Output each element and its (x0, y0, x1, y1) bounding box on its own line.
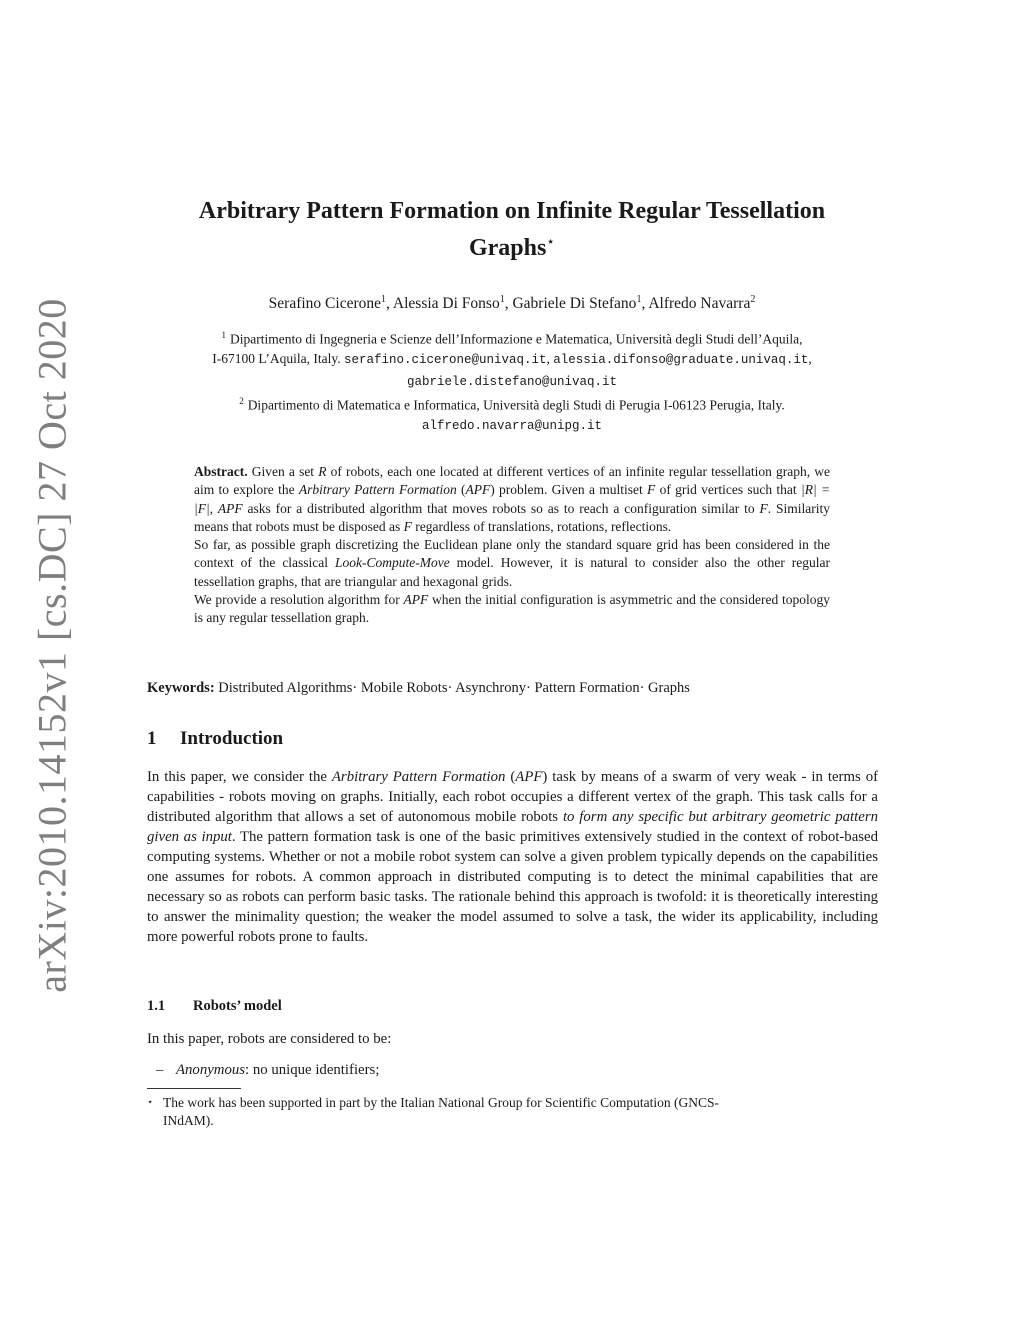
affiliations (140, 326, 884, 437)
section-heading-introduction: 1 Introduction (147, 728, 284, 749)
footnote-rule (147, 1088, 241, 1089)
subsection-heading-robots-model: 1.1 Robots’ model (147, 998, 282, 1014)
affiliation-1-emails: I-67100 L’Aquila, Italy. serafino.cicerone@univaq.it, alessia.difonso@graduate.univaq.it, (212, 351, 812, 367)
abstract-paragraph-1: Abstract. Given a set R of robots, each one located at different vertices of an infinite regular tessellation graph, we aim to explore the Arbitrary Pattern Formation (APF) problem. Given a multiset F of grid vertices such that |R| = |F|, APF asks for a distributed algorithm that moves robots so as to reach a configuration similar to F. Similarity means that robots must be disposed as F regardless of translations, rotations, reflections. (194, 464, 831, 534)
footnote: ⋆ The work has been supported in part by the Italian National Group for Scientific Computation (GNCS- INdAM). (147, 1095, 719, 1128)
author-list: Serafino Cicerone$^1$, Alessia Di Fonso$^1$, Gabriele Di Stefano$^1$, Alfredo Navarra$^2$ (268, 294, 756, 313)
robots-model-intro: In this paper, robots are considered to be: (147, 1031, 392, 1047)
keywords (147, 678, 877, 698)
title-line-1: Arbitrary Pattern Formation on Infinite Regular Tessellation (198, 198, 826, 224)
affiliation-2: $^2$ Dipartimento di Matematica e Informatica, Università degli Studi di Perugia I-06123 Perugia, Italy. (239, 396, 785, 413)
author-name: Alfredo Navarra (648, 295, 751, 313)
arxiv-identifier: arXiv:2010.14152v1 [cs.DC] 27 Oct 2020 (29, 297, 75, 993)
list-item: – Anonymous: no unique identifiers; (156, 1062, 380, 1078)
author-name: Serafino Cicerone (268, 295, 382, 313)
affiliation-1: $^1$ Dipartimento di Ingegneria e Scienze dell’Informazione e Matematica, Università degli Studi dell’Aquila, (221, 330, 803, 347)
keywords-label: Keywords: (147, 680, 215, 696)
email-link[interactable]: gabriele.distefano@univaq.it (406, 374, 618, 389)
title-footnote-mark: ⋆ (546, 235, 556, 250)
abstract (194, 463, 830, 628)
footnote-mark: ⋆ (147, 1097, 154, 1108)
abstract-paragraph-3: We provide a resolution algorithm for APF when the initial configuration is asymmetric and the considered topology is any regular tessellation graph. (194, 592, 831, 626)
email-link[interactable]: serafino.cicerone@univaq.it (344, 353, 547, 367)
abstract-paragraph-2: So far, as possible graph discretizing the Euclidean plane only the standard square grid has been considered in the context of the classical Look-Compute-Move model. However, it is natural to consider also the other regular tessellation graphs, that are triangular and hexagonal grids. (194, 537, 831, 589)
paper-title (140, 196, 884, 264)
arxiv-identifier-stamp (22, 297, 82, 993)
introduction-paragraph: In this paper, we consider the Arbitrary Pattern Formation (APF) task by means of a swarm of very weak - in terms of capabilities - robots moving on graphs. Initially, each robot occupies a different vertex of the graph. This task calls for a distributed algorithm that allows a set of autonomous mobile robots to form any specific but arbitrary geometric pattern given as input. The pattern formation task is one of the basic primitives extensively studied in the context of robot-based computing systems. Whether or not a mobile robot system can solve a given problem typically depends on the capabilities one assumes for robots. A common approach in distributed computing is to detect the minimal capabilities that are necessary so as robots can perform basic tasks. The rationale behind this approach is twofold: it is theoretically interesting to answer the minimality question; the weaker the model assumed to solve a task, the wider its applicability, including more powerful robots prone to faults. (147, 769, 879, 945)
keywords-text: Distributed Algorithms· Mobile Robots· Asynchrony· Pattern Formation· Graphs (218, 680, 690, 696)
email-link[interactable]: alessia.difonso@graduate.univaq.it (553, 353, 809, 367)
email-link[interactable]: alfredo.navarra@unipg.it (421, 419, 603, 433)
author-name: Alessia Di Fonso (392, 295, 500, 313)
author-name: Gabriele Di Stefano (512, 295, 637, 313)
title-line-2: Graphs⋆ (468, 235, 556, 261)
abstract-label: Abstract. (194, 464, 248, 479)
